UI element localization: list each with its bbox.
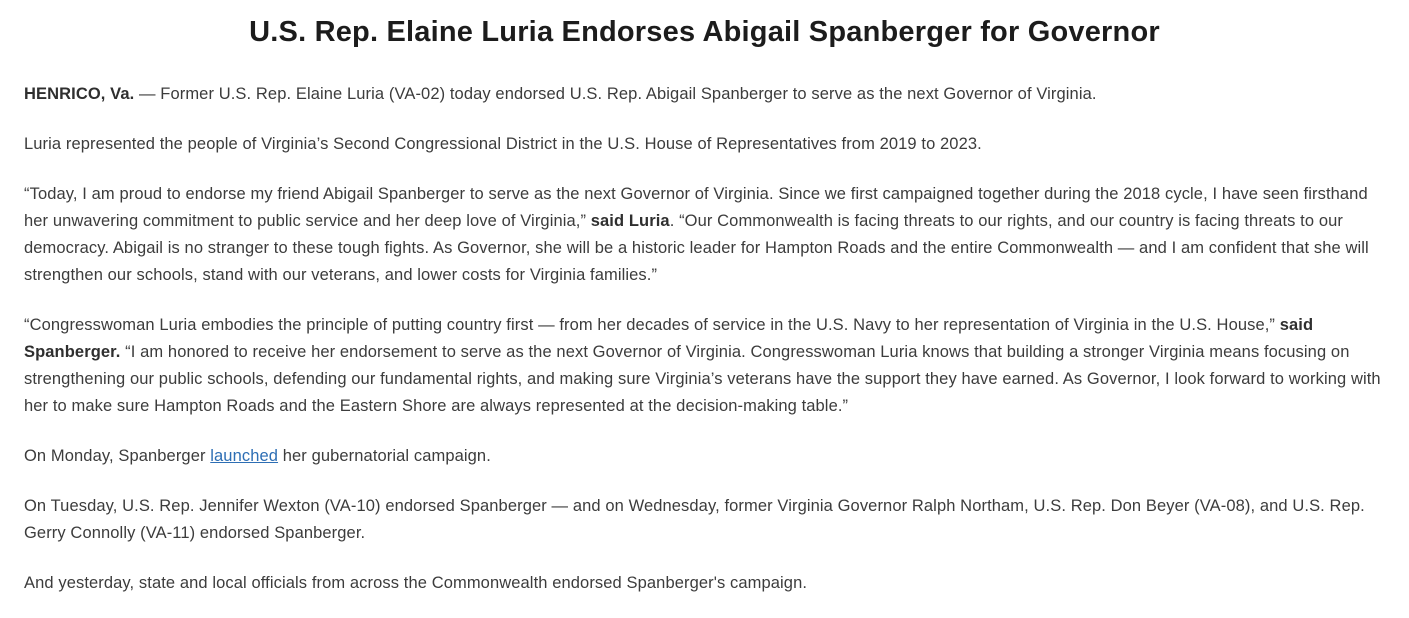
spanberger-quote-attribution: said Spanberger. — [24, 316, 1314, 361]
launched-link[interactable]: launched — [210, 447, 279, 465]
luria-quote-before: “Today, I am proud to endorse my friend Abigail Spanberger to serve as the next Governor of Virginia. Since we first campaigned together during the 2018 cycle, I have seen firsthand her unwavering commitment to public service and her deep love of Virginia,” — [24, 185, 1368, 230]
luria-quote-attribution: said Luria — [590, 212, 670, 230]
launch-text-after: her gubernatorial campaign. — [278, 447, 491, 465]
paragraph-launch — [24, 443, 1385, 470]
dateline-location: HENRICO, Va. — [24, 85, 135, 103]
luria-quote-after: . “Our Commonwealth is facing threats to our rights, and our country is facing threats to our democracy. Abigail is no stranger to these tough fights. As Governor, she will be a historic leader for Hampton Roads and the entire Commonwealth — and I am confident that she will strengthen our schools, stand with our veterans, and lower costs for Virginia families.” — [24, 212, 1369, 284]
paragraph-dateline — [24, 81, 1385, 108]
paragraph-luria-quote — [24, 181, 1385, 289]
paragraph-spanberger-quote — [24, 312, 1385, 420]
dateline-text: — Former U.S. Rep. Elaine Luria (VA-02) today endorsed U.S. Rep. Abigail Spanberger to serve as the next Governor of Virginia. — [134, 85, 1097, 103]
page-title: U.S. Rep. Elaine Luria Endorses Abigail Spanberger for Governor — [249, 16, 1160, 48]
paragraph-endorsements: On Tuesday, U.S. Rep. Jennifer Wexton (VA-10) endorsed Spanberger — and on Wednesday, former Virginia Governor Ralph Northam, U.S. Rep. Don Beyer (VA-08), and U.S. Rep. Gerry Connolly (VA-11) endorsed Spanberger. — [24, 497, 1365, 542]
launch-text-before: On Monday, Spanberger — [24, 447, 211, 465]
article-body — [24, 81, 1385, 597]
spanberger-quote-after: “I am honored to receive her endorsement to serve as the next Governor of Virginia. Congresswoman Luria knows that building a stronger Virginia means focusing on strengthening our public schools, defending our fundamental rights, and making sure Virginia’s veterans have the support they have earned. As Governor, I look forward to working with her to make sure Hampton Roads and the Eastern Shore are always represented at the decision-making table.” — [24, 343, 1381, 415]
paragraph-closing: And yesterday, state and local officials from across the Commonwealth endorsed Spanberger's campaign. — [24, 574, 808, 592]
paragraph-background: Luria represented the people of Virginia’s Second Congressional District in the U.S. House of Representatives from 2019 to 2023. — [24, 135, 982, 153]
spanberger-quote-before: “Congresswoman Luria embodies the principle of putting country first — from her decades of service in the U.S. Navy to her representation of Virginia in the U.S. House,” — [24, 316, 1280, 334]
